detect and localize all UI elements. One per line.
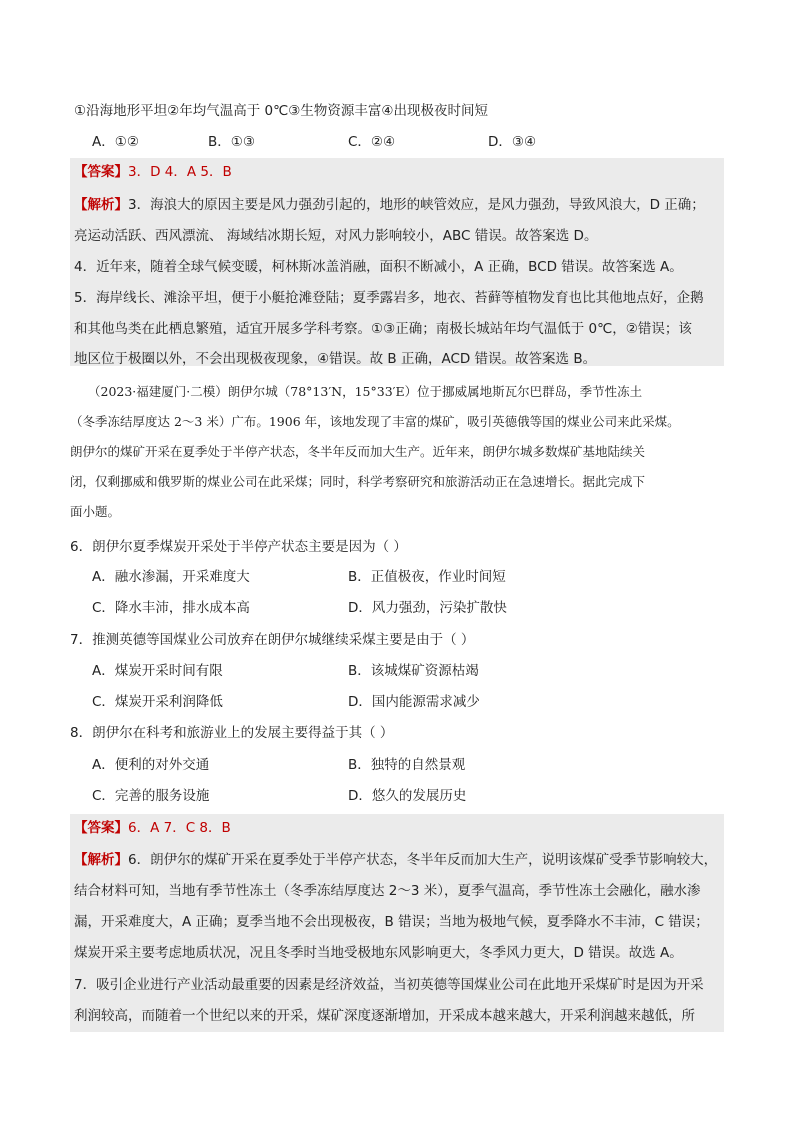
question-7-stem: 7．推测英德等国煤业公司放弃在朗伊尔城继续采煤主要是由于（ ） bbox=[70, 632, 475, 648]
question-8-stem: 8．朗伊尔在科考和旅游业上的发展主要得益于其（ ） bbox=[70, 725, 394, 741]
material-text: （2023·福建厦门·二模）朗伊尔城（78°13′N，15°33′E）位于挪威属地斯瓦尔巴群岛，季节性冻土 bbox=[88, 384, 643, 399]
option-d: D．③④ bbox=[488, 134, 537, 150]
option-a: A．煤炭开采时间有限 bbox=[92, 663, 223, 679]
analysis-text: 3．海浪大的原因主要是风力强劲引起的，地形的峡管效应，是风力强劲，导致风浪大，D 正确； bbox=[128, 197, 705, 213]
question-6-stem: 6．朗伊尔夏季煤炭开采处于半停产状态主要是因为（ ） bbox=[70, 539, 407, 555]
option-c: C．完善的服务设施 bbox=[92, 788, 210, 804]
analysis-text: 漏，开采难度大，A 正确；夏季当地不会出现极夜，B 错误；当地为极地气候，夏季降水不丰沛，C 错误； bbox=[74, 914, 709, 930]
analysis-text: 利润较高，而随着一个世纪以来的开采，煤矿深度逐渐增加，开采成本越来越大，开采利润越来越低，所 bbox=[74, 1008, 695, 1024]
answer-label: 【答案】 bbox=[74, 820, 128, 836]
option-c: C．降水丰沛，排水成本高 bbox=[92, 600, 250, 616]
analysis-label: 【解析】 bbox=[74, 197, 128, 213]
analysis-text: 和其他鸟类在此栖息繁殖，适宜开展多学科考察。①③正确；南极长城站年均气温低于 0℃，②错误；该 bbox=[74, 321, 692, 337]
analysis-text: 煤炭开采主要考虑地质状况，况且冬季时当地受极地东风影响更大，冬季风力更大，D 错误。故选 A。 bbox=[74, 945, 683, 961]
option-c: C．②④ bbox=[348, 134, 396, 150]
material-text: （冬季冻结厚度达 2～3 米）广布。1906 年，该地发现了丰富的煤矿，吸引英德俄等国的煤业公司来此采煤。 bbox=[70, 414, 680, 429]
option-a: A．便利的对外交通 bbox=[92, 757, 210, 773]
answer-block-2 bbox=[70, 814, 724, 1032]
answer-label: 【答案】 bbox=[74, 164, 128, 180]
option-b: B．①③ bbox=[208, 134, 255, 150]
answer-text: 3．D 4．A 5．B bbox=[128, 164, 232, 180]
analysis-text: 6．朗伊尔的煤矿开采在夏季处于半停产状态，冬半年反而加大生产，说明该煤矿受季节影响较大， bbox=[128, 852, 718, 868]
analysis-text: 5．海岸线长、滩涂平坦，便于小艇抢滩登陆；夏季露岩多，地衣、苔藓等植物发育也比其他地点好，企鹅 bbox=[74, 290, 704, 306]
option-d: D．国内能源需求减少 bbox=[348, 694, 480, 710]
analysis-line bbox=[74, 195, 705, 215]
option-c: C．煤炭开采利润降低 bbox=[92, 694, 223, 710]
analysis-line bbox=[74, 850, 717, 870]
analysis-text: 7．吸引企业进行产业活动最重要的因素是经济效益，当初英德等国煤业公司在此地开采煤矿时是因为开采 bbox=[74, 977, 704, 993]
option-d: D．悠久的发展历史 bbox=[348, 788, 467, 804]
material-text: 朗伊尔的煤矿开采在夏季处于半停产状态，冬半年反而加大生产。近年来，朗伊尔城多数煤矿基地陆续关 bbox=[70, 444, 646, 459]
material-text: 闭，仅剩挪威和俄罗斯的煤业公司在此采煤；同时，科学考察研究和旅游活动正在急速增长。据此完成下 bbox=[70, 474, 646, 489]
analysis-text: 亮运动活跃、西风漂流、 海域结冰期长短，对风力影响较小，ABC 错误。故答案选 D。 bbox=[74, 228, 598, 244]
option-a: A．融水渗漏，开采难度大 bbox=[92, 569, 250, 585]
answer-line bbox=[74, 818, 231, 838]
analysis-text: 结合材料可知，当地有季节性冻土（冬季冻结厚度达 2～3 米），夏季气温高，季节性冻土会融化，融水渗 bbox=[74, 883, 701, 899]
answer-line bbox=[74, 162, 232, 182]
answer-text: 6．A 7．C 8．B bbox=[128, 820, 231, 836]
option-d: D．风力强劲，污染扩散快 bbox=[348, 600, 507, 616]
option-a: A．①② bbox=[92, 134, 139, 150]
material-text: 面小题。 bbox=[70, 504, 121, 519]
question-items: ①沿海地形平坦②年均气温高于 0℃③生物资源丰富④出现极夜时间短 bbox=[74, 103, 488, 119]
option-b: B．正值极夜，作业时间短 bbox=[348, 569, 506, 585]
analysis-text: 4．近年来，随着全球气候变暖，柯林斯冰盖消融，面积不断减小，A 正确，BCD 错误。故答案选 A。 bbox=[74, 259, 683, 275]
option-b: B．独特的自然景观 bbox=[348, 757, 466, 773]
answer-block-1 bbox=[70, 158, 724, 366]
analysis-text: 地区位于极圈以外，不会出现极夜现象，④错误。故 B 正确，ACD 错误。故答案选 B。 bbox=[74, 351, 597, 367]
option-b: B．该城煤矿资源枯竭 bbox=[348, 663, 479, 679]
analysis-label: 【解析】 bbox=[74, 852, 128, 868]
